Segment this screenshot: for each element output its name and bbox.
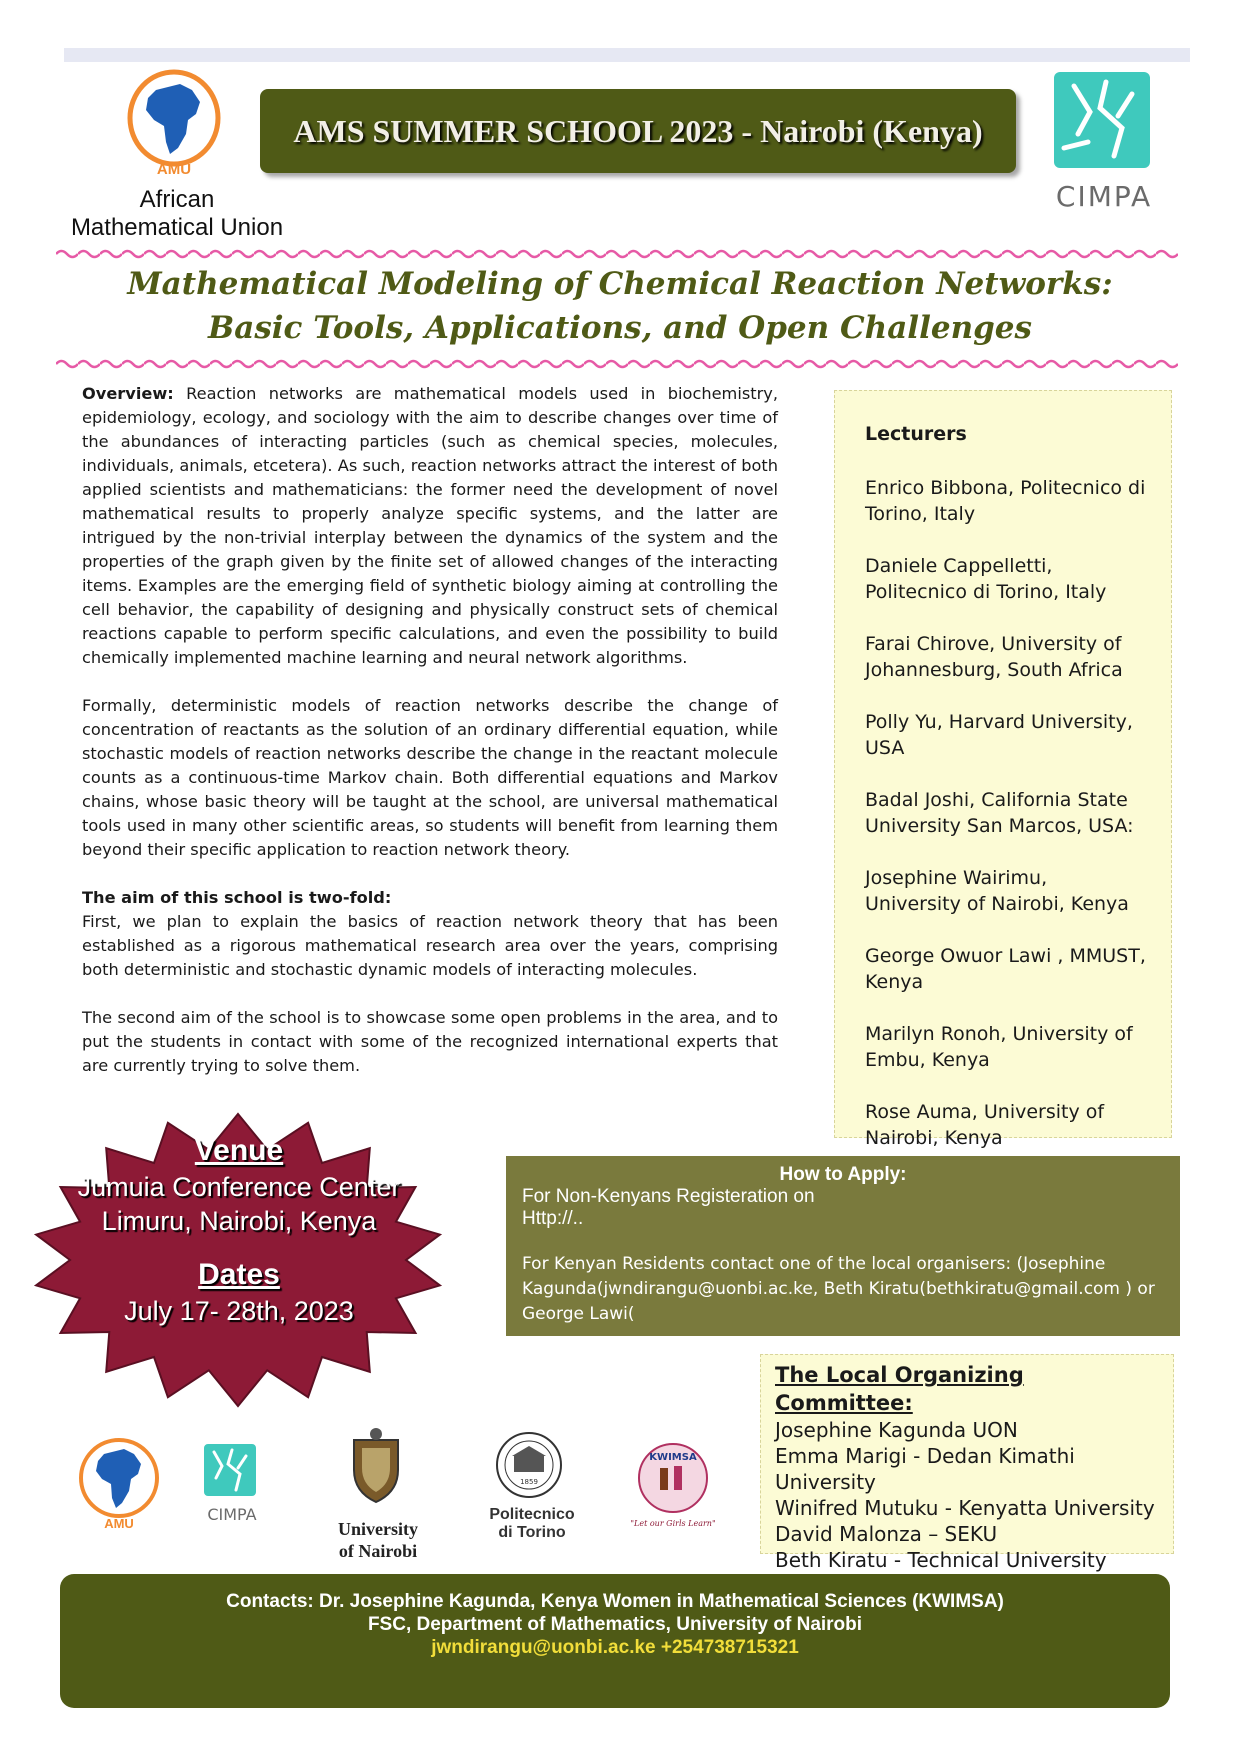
cimpa-logo-text: CIMPA <box>1055 180 1153 213</box>
committee-member: Winifred Mutuku - Kenyatta University <box>775 1496 1155 1520</box>
apply-non-kenyans: For Non-Kenyans Registeration on <box>522 1186 815 1207</box>
apply-heading: How to Apply: <box>779 1164 907 1185</box>
polito-line1: Politecnico <box>489 1506 575 1523</box>
contacts-line1: Contacts: Dr. Josephine Kagunda, Kenya Women in Mathematical Sciences (KWIMSA) <box>226 1591 1004 1612</box>
wave-divider-bottom <box>56 356 1178 372</box>
partner-uon-logo <box>318 1426 438 1566</box>
course-title-line1: Mathematical Modeling of Chemical Reaction Networks: <box>127 266 1113 302</box>
polito-seal-icon <box>494 1430 564 1500</box>
aim-paragraph-2: The second aim of the school is to showcase some open problems in the area, and to put the students in contact with some of the recognized international experts that are currently trying to solve them. <box>82 1008 778 1075</box>
amu-caption-line1: African <box>139 186 215 213</box>
lecturer-item: Daniele Cappelletti, Politecnico di Torino, Italy <box>865 555 1107 603</box>
lecturer-item: George Owuor Lawi , MMUST, Kenya <box>865 945 1146 993</box>
top-strip <box>64 48 1190 62</box>
contacts-line3: jwndirangu@uonbi.ac.ke +254738715321 <box>431 1637 799 1658</box>
kwimsa-motto: "Let our Girls Learn" <box>630 1519 716 1528</box>
wave-divider-top <box>56 246 1178 262</box>
venue-heading: Venue <box>194 1134 284 1167</box>
overview-paragraph-1 <box>82 382 778 670</box>
dates-heading: Dates <box>198 1258 280 1291</box>
committee-panel <box>760 1354 1174 1572</box>
aim-paragraph-1: First, we plan to explain the basics of reaction network theory that has been established as a rigorous mathematical research area over the years, comprising both deterministic and stochastic dynamic models of interacting molecules. <box>82 912 778 979</box>
aim-heading: The aim of this school is two-fold: <box>82 888 392 907</box>
amu-caption <box>52 186 302 242</box>
overview-section <box>82 382 778 1102</box>
overview-label: Overview: <box>82 384 174 403</box>
partner-amu-text: AMU <box>104 1516 134 1531</box>
lecturers-panel <box>834 390 1172 1149</box>
title-banner <box>260 89 1016 173</box>
lecturer-item: Josephine Wairimu, University of Nairobi, Kenya <box>865 867 1129 915</box>
cimpa-logo <box>1044 72 1164 218</box>
course-title-line2: Basic Tools, Applications, and Open Challenges <box>208 310 1032 346</box>
how-to-apply-box <box>506 1156 1180 1336</box>
lecturer-item: Badal Joshi, California State University San Marcos, USA: <box>865 789 1134 837</box>
contacts-banner <box>60 1574 1170 1708</box>
kwimsa-text: KWIMSA <box>649 1452 697 1463</box>
amu-logo <box>122 68 226 180</box>
amu-logo-text: AMU <box>156 161 192 178</box>
lecturer-item: Polly Yu, Harvard University, USA <box>865 711 1133 759</box>
polito-line2: di Torino <box>498 1524 566 1541</box>
committee-member: Beth Kiratu - Technical University <box>775 1548 1107 1572</box>
lecturer-item: Enrico Bibbona, Politecnico di Torino, Italy <box>865 477 1146 525</box>
committee-member: Emma Marigi - Dedan Kimathi University <box>775 1444 1075 1494</box>
venue-line1: Jumuia Conference Center <box>77 1172 401 1202</box>
venue-line2: Limuru, Nairobi, Kenya <box>101 1206 377 1236</box>
partner-kwimsa-logo <box>610 1436 736 1532</box>
lecturer-item: Rose Auma, University of Nairobi, Kenya <box>865 1101 1105 1149</box>
overview-paragraph-2: Formally, deterministic models of reaction networks describe the change of concentration of reactants as the solution of an ordinary differential equation, while stochastic models of reaction networks describe the change in the reactant molecule counts as a continuous-time Markov chain. Both differential equations and Markov chains, whose basic theory will be taught at the school, are universal mathematical tools used in many other scientific areas, so students will benefit from learning them beyond their specific application to reaction network theory. <box>82 696 778 859</box>
overview-text: Reaction networks are mathematical models used in biochemistry, epidemiology, ecology, and sociology with the aim to describe changes over time of the abundances of interacting particles (such as chemical species, molecules, individuals, animals, etcetera). As such, reaction networks attract the interest of both applied scientists and mathematicians: the former need the development of novel mathematical results to properly analyze specific systems, and the latter are intrigued by the non-trivial interplay between the dynamics of the system and the properties of the graph given by the finite set of allowed changes of the interacting items. Examples are the emerging field of synthetic biology aiming at controlling the cell behavior, the capability of designing and physically construct sets of chemical reactions capable to perform specific calculations, and even the possibility to build chemically implemented machine learning and neural network algorithms. <box>82 384 778 667</box>
uon-line1: University <box>338 1519 418 1539</box>
polito-year: 1859 <box>520 1478 538 1486</box>
lecturers-heading: Lecturers <box>865 423 967 445</box>
partner-cimpa-text: CIMPA <box>207 1505 257 1524</box>
lecturer-item: Farai Chirove, University of Johannesburg, South Africa <box>865 633 1123 681</box>
banner-title: AMS SUMMER SCHOOL 2023 - Nairobi (Kenya) <box>293 112 983 149</box>
amu-caption-line2: Mathematical Union <box>70 214 284 241</box>
dates-value: July 17- 28th, 2023 <box>124 1296 354 1326</box>
apply-link[interactable]: Http://.. <box>522 1208 584 1229</box>
course-title <box>120 262 1120 350</box>
committee-member: David Malonza – SEKU <box>775 1522 998 1546</box>
partner-amu-logo <box>76 1436 162 1532</box>
committee-heading: The Local Organizing Committee: <box>775 1363 1024 1415</box>
uon-line2: of Nairobi <box>338 1541 418 1561</box>
lecturer-item: Marilyn Ronoh, University of Embu, Kenya <box>865 1023 1133 1071</box>
committee-member: Josephine Kagunda UON <box>775 1418 1018 1442</box>
partner-polito-logo <box>472 1430 592 1550</box>
contacts-line2: FSC, Department of Mathematics, University of Nairobi <box>367 1614 863 1635</box>
venue-block <box>60 1132 418 1328</box>
apply-kenyans: For Kenyan Residents contact one of the local organisers: (Josephine Kagunda(jwndirangu@uonbi.ac.ke, Beth Kiratu(bethkiratu@gmail.com ) or George Lawi( <box>522 1254 1155 1324</box>
uon-crest-icon <box>346 1426 406 1506</box>
partner-cimpa-logo <box>196 1444 268 1526</box>
